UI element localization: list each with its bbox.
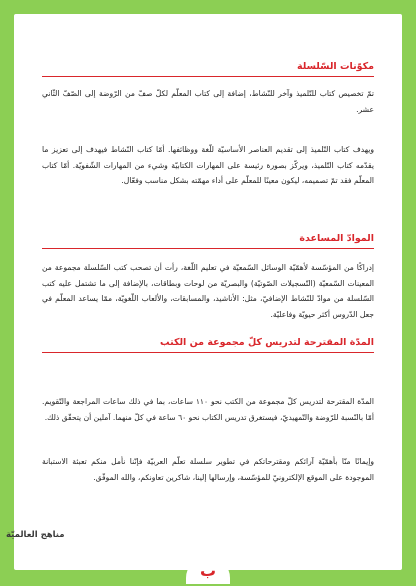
section-title-duration: المدّة المقترحة لتدريس كلّ مجموعة من الكتب (160, 337, 374, 348)
paragraph: إدراكًا من المؤسّسة لأهمّيّة الوسائل السّمعيّة في تعليم اللّغة، رأت أن تصحب كتب السّلسلة مجموعة من المعينات السّمعيّة (التّسجيلات الصّوتيّة) والبصريّة من لوحات وبطاقات، بالإضافة إلى ما تشتمل عليه كتب السّلسلة من موادّ للنّشاط الإضافيّ، مثل: الأناشيد، والمسابقات، والألعاب اللّغويّة، ممّا يساعد المعلّم في جعل الدّروس أكثر حيويّة وفاعليّة. (42, 263, 374, 319)
page-number: ب (186, 556, 230, 584)
brand-label: مناهج العالميّة (6, 530, 65, 540)
paragraph: تمّ تخصيص كتاب للتّلميذ وآخر للنّشاط، إضافة إلى كتاب المعلّم لكلّ صفّ من الرّوضة إلى الصّفّ الثّاني عشر. (42, 89, 374, 114)
section-title-components: مكوّنات السّلسلة (296, 61, 374, 72)
section-title-aids: الموادّ المساعدة (299, 233, 374, 244)
section-divider (42, 76, 374, 77)
section-divider (42, 248, 374, 249)
paragraph: المدّة المقترحة لتدريس كلّ مجموعة من الكتب نحو ١١٠ ساعات، بما في ذلك ساعات المراجعة والتّقويم. أمّا بالنّسبة للرّوضة والتّمهيديّ، فيستغرق تدريس الكتاب نحو ٦٠ ساعة في كلّ منهما. آملين أن يتحقّق ذلك. (42, 397, 374, 422)
page (14, 14, 402, 570)
paragraph: وإيمانًا منّا بأهمّيّة آرائكم ومقترحاتكم في تطوير سلسلة تعلّم العربيّة فإنّنا نأمل منكم تعبئة الاستبانة الموجودة على الموقع الإلكترونيّ للمؤسّسة، وإرسالها إلينا، شاكرين تعاونكم، والله الموفّق. (42, 457, 374, 482)
section-divider (42, 352, 374, 353)
paragraph: ويهدف كتاب التّلميذ إلى تقديم العناصر الأساسيّة للّغة ووظائفها. أمّا كتاب النّشاط فيهدف إلى تعزيز ما يقدّمه كتاب التّلميذ، ويركّز بصورة رئيسة على المهارات الكتابيّة وشيء من المهارات الشّفويّة. أمّا كتاب المعلّم فقد تمّ تصميمه، ليكون معينًا للمعلّم على أداء مهمّته بشكل مناسب وفعّال. (42, 145, 374, 185)
